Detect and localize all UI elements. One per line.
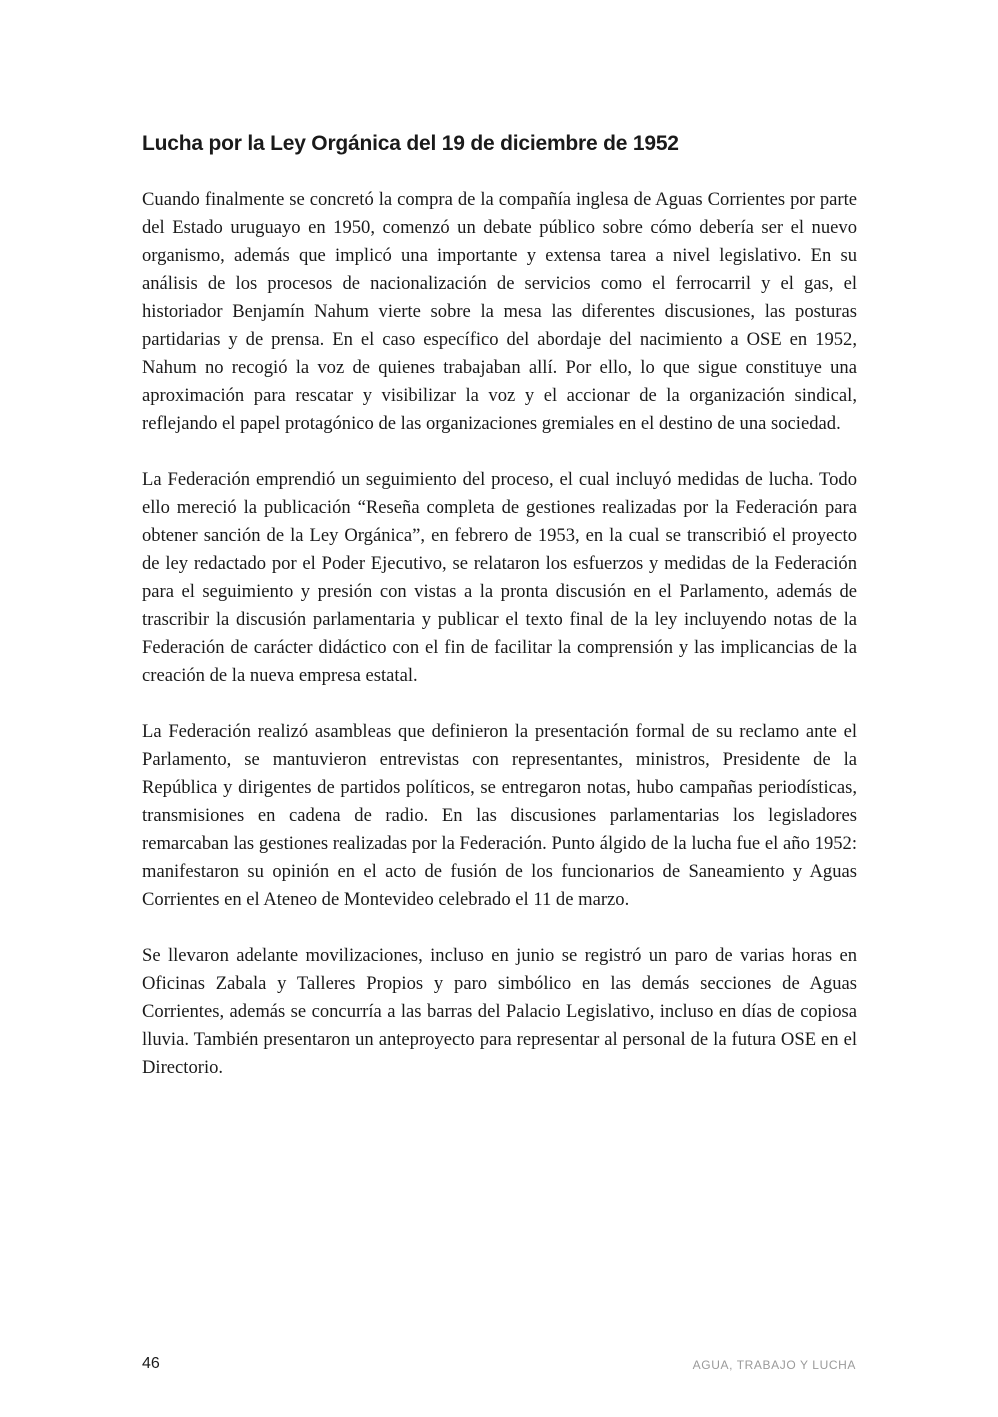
running-title: AGUA, TRABAJO Y LUCHA [692,1358,856,1372]
body-text [142,186,857,1110]
section-heading: Lucha por la Ley Orgánica del 19 de diciembre de 1952 [142,132,679,155]
paragraph: Se llevaron adelante movilizaciones, incluso en junio se registró un paro de varias horas en Oficinas Zabala y Talleres Propios y paro simbólico en las demás secciones de Aguas Corrientes, además se concurría a las barras del Palacio Legislativo, incluso en días de copiosa lluvia. También presentaron un anteproyecto para representar al personal de la futura OSE en el Directorio. [142,945,857,1078]
page-number: 46 [142,1355,160,1372]
paragraph: La Federación emprendió un seguimiento del proceso, el cual incluyó medidas de lucha. Todo ello mereció la publicación “Reseña completa de gestiones realizadas por la Federación para obtener sanción de la Ley Orgánica”, en febrero de 1953, en la cual se transcribió el proyecto de ley redactado por el Poder Ejecutivo, se relataron los esfuerzos y medidas de la Federación para el seguimiento y presión con vistas a la pronta discusión en el Parlamento, además de trascribir la discusión parlamentaria y publicar el texto final de la ley incluyendo notas de la Federación de carácter didáctico con el fin de facilitar la comprensión y las implicancias de la creación de la nueva empresa estatal. [142,469,857,686]
paragraph: Cuando finalmente se concretó la compra de la compañía inglesa de Aguas Corrientes por parte del Estado uruguayo en 1950, comenzó un debate público sobre cómo debería ser el nuevo organismo, además que implicó una importante y extensa tarea a nivel legislativo. En su análisis de los procesos de nacionalización de servicios como el ferrocarril y el gas, el historiador Benjamín Nahum vierte sobre la mesa las diferentes discusiones, las posturas partidarias y de prensa. En el caso específico del abordaje del nacimiento a OSE en 1952, Nahum no recogió la voz de quienes trabajaban allí. Por ello, lo que sigue constituye una aproximación para rescatar y visibilizar la voz y el accionar de la organización sindical, reflejando el papel protagónico de las organizaciones gremiales en el destino de una sociedad. [142,189,857,434]
paragraph: La Federación realizó asambleas que definieron la presentación formal de su reclamo ante el Parlamento, se mantuvieron entrevistas con representantes, ministros, Presidente de la República y dirigentes de partidos políticos, se entregaron notas, hubo campañas periodísticas, transmisiones en cadena de radio. En las discusiones parlamentarias los legisladores remarcaban las gestiones realizadas por la Federación. Punto álgido de la lucha fue el año 1952: manifestaron su opinión en el acto de fusión de los funcionarios de Saneamiento y Aguas Corrientes en el Ateneo de Montevideo celebrado el 11 de marzo. [142,721,857,910]
